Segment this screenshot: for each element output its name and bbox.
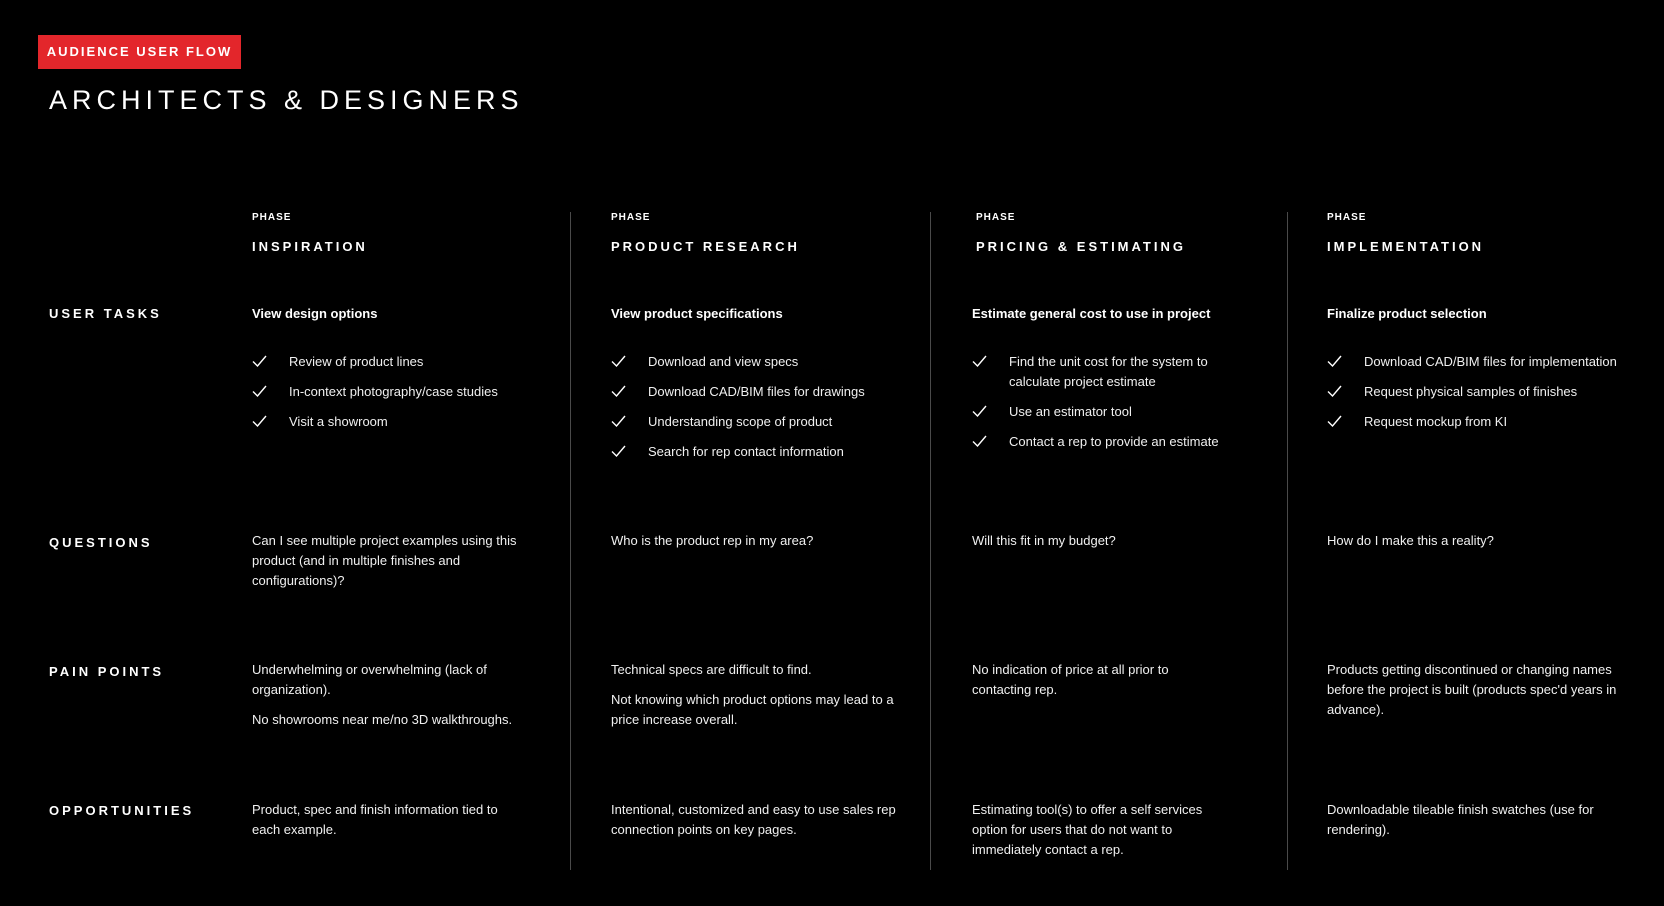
column-divider [570, 212, 571, 870]
row-label-opportunities: OPPORTUNITIES [49, 803, 195, 818]
check-icon [611, 445, 626, 457]
task-text: Request physical samples of finishes [1364, 384, 1578, 399]
phase-label: PHASE [1327, 212, 1367, 223]
phase-name: IMPLEMENTATION [1327, 239, 1485, 254]
task-item [252, 352, 552, 372]
opportunity-product-research [611, 800, 896, 840]
task-text: Download CAD/BIM files for implementation [1364, 354, 1617, 369]
pain-points-pricing-estimating [972, 660, 1202, 700]
column-divider [930, 212, 931, 870]
audience-user-flow-badge: AUDIENCE USER FLOW [38, 35, 241, 69]
check-icon [252, 415, 267, 427]
phase-header-pricing-estimating [976, 211, 1186, 256]
phase-label: PHASE [611, 212, 651, 223]
phase-name: INSPIRATION [252, 239, 368, 254]
check-icon [972, 435, 987, 447]
task-item [972, 352, 1262, 392]
question-text: How do I make this a reality? [1327, 533, 1494, 548]
user-tasks-inspiration [252, 304, 552, 442]
task-item [252, 412, 552, 432]
question-text: Can I see multiple project examples using this product (and in multiple finishes and configurations)? [252, 533, 517, 588]
check-icon [1327, 385, 1342, 397]
phase-header-product-research [611, 211, 800, 256]
question-product-research [611, 531, 901, 551]
check-icon [611, 385, 626, 397]
task-text: Download CAD/BIM files for drawings [648, 384, 865, 399]
task-list [611, 352, 911, 462]
check-icon [611, 355, 626, 367]
task-text: Search for rep contact information [648, 444, 844, 459]
task-heading: Finalize product selection [1327, 306, 1487, 321]
task-text: Download and view specs [648, 354, 799, 369]
row-label-pain-points: PAIN POINTS [49, 664, 165, 679]
task-heading: Estimate general cost to use in project [972, 306, 1211, 321]
task-heading: View product specifications [611, 306, 783, 321]
opportunity-text: Estimating tool(s) to offer a self services option for users that do not want to immediately contact a rep. [972, 802, 1203, 857]
pain-point-text: Products getting discontinued or changing names before the project is built (products spec'd years in advance). [1327, 662, 1617, 717]
pain-point-text: No showrooms near me/no 3D walkthroughs. [252, 712, 513, 727]
pain-point-text: No indication of price at all prior to contacting rep. [972, 662, 1169, 697]
check-icon [611, 415, 626, 427]
check-icon [972, 405, 987, 417]
task-text: Find the unit cost for the system to calculate project estimate [1009, 354, 1208, 389]
task-list [972, 352, 1262, 452]
task-list [1327, 352, 1652, 432]
opportunity-inspiration [252, 800, 507, 840]
user-tasks-product-research [611, 304, 911, 472]
task-list [252, 352, 552, 432]
task-item [1327, 352, 1652, 372]
phase-name: PRICING & ESTIMATING [976, 239, 1186, 254]
task-text: Visit a showroom [289, 414, 388, 429]
question-inspiration [252, 531, 537, 591]
phase-label: PHASE [976, 212, 1016, 223]
row-label-user-tasks: USER TASKS [49, 306, 162, 321]
pain-point-text: Technical specs are difficult to find. [611, 662, 812, 677]
column-divider [1287, 212, 1288, 870]
question-pricing-estimating [972, 531, 1242, 551]
pain-points-implementation [1327, 660, 1637, 720]
question-text: Will this fit in my budget? [972, 533, 1116, 548]
opportunity-text: Intentional, customized and easy to use sales rep connection points on key pages. [611, 802, 896, 837]
task-text: Request mockup from KI [1364, 414, 1508, 429]
task-item [1327, 382, 1652, 402]
task-item [972, 432, 1262, 452]
check-icon [1327, 355, 1342, 367]
phase-header-inspiration [252, 211, 368, 256]
task-item [611, 352, 911, 372]
phase-header-implementation [1327, 211, 1484, 256]
task-item [611, 412, 911, 432]
task-item [611, 382, 911, 402]
task-heading: View design options [252, 306, 378, 321]
pain-point-text: Underwhelming or overwhelming (lack of organization). [252, 662, 487, 697]
check-icon [252, 385, 267, 397]
opportunity-implementation [1327, 800, 1617, 840]
task-text: Review of product lines [289, 354, 424, 369]
task-item [1327, 412, 1652, 432]
row-label-questions: QUESTIONS [49, 535, 153, 550]
task-item [252, 382, 552, 402]
question-implementation [1327, 531, 1637, 551]
pain-points-product-research [611, 660, 906, 730]
check-icon [972, 355, 987, 367]
task-item [972, 402, 1262, 422]
task-text: Contact a rep to provide an estimate [1009, 434, 1219, 449]
page-title: ARCHITECTS & DESIGNERS [49, 85, 524, 115]
pain-point-text: Not knowing which product options may lead to a price increase overall. [611, 692, 894, 727]
opportunity-pricing-estimating [972, 800, 1237, 860]
question-text: Who is the product rep in my area? [611, 533, 814, 548]
user-tasks-implementation [1327, 304, 1652, 442]
task-item [611, 442, 911, 462]
check-icon [252, 355, 267, 367]
opportunity-text: Product, spec and finish information tied to each example. [252, 802, 498, 837]
opportunity-text: Downloadable tileable finish swatches (use for rendering). [1327, 802, 1594, 837]
phase-label: PHASE [252, 212, 292, 223]
task-text: In-context photography/case studies [289, 384, 498, 399]
task-text: Use an estimator tool [1009, 404, 1132, 419]
phase-name: PRODUCT RESEARCH [611, 239, 800, 254]
task-text: Understanding scope of product [648, 414, 833, 429]
pain-points-inspiration [252, 660, 532, 730]
check-icon [1327, 415, 1342, 427]
user-tasks-pricing-estimating [972, 304, 1262, 462]
